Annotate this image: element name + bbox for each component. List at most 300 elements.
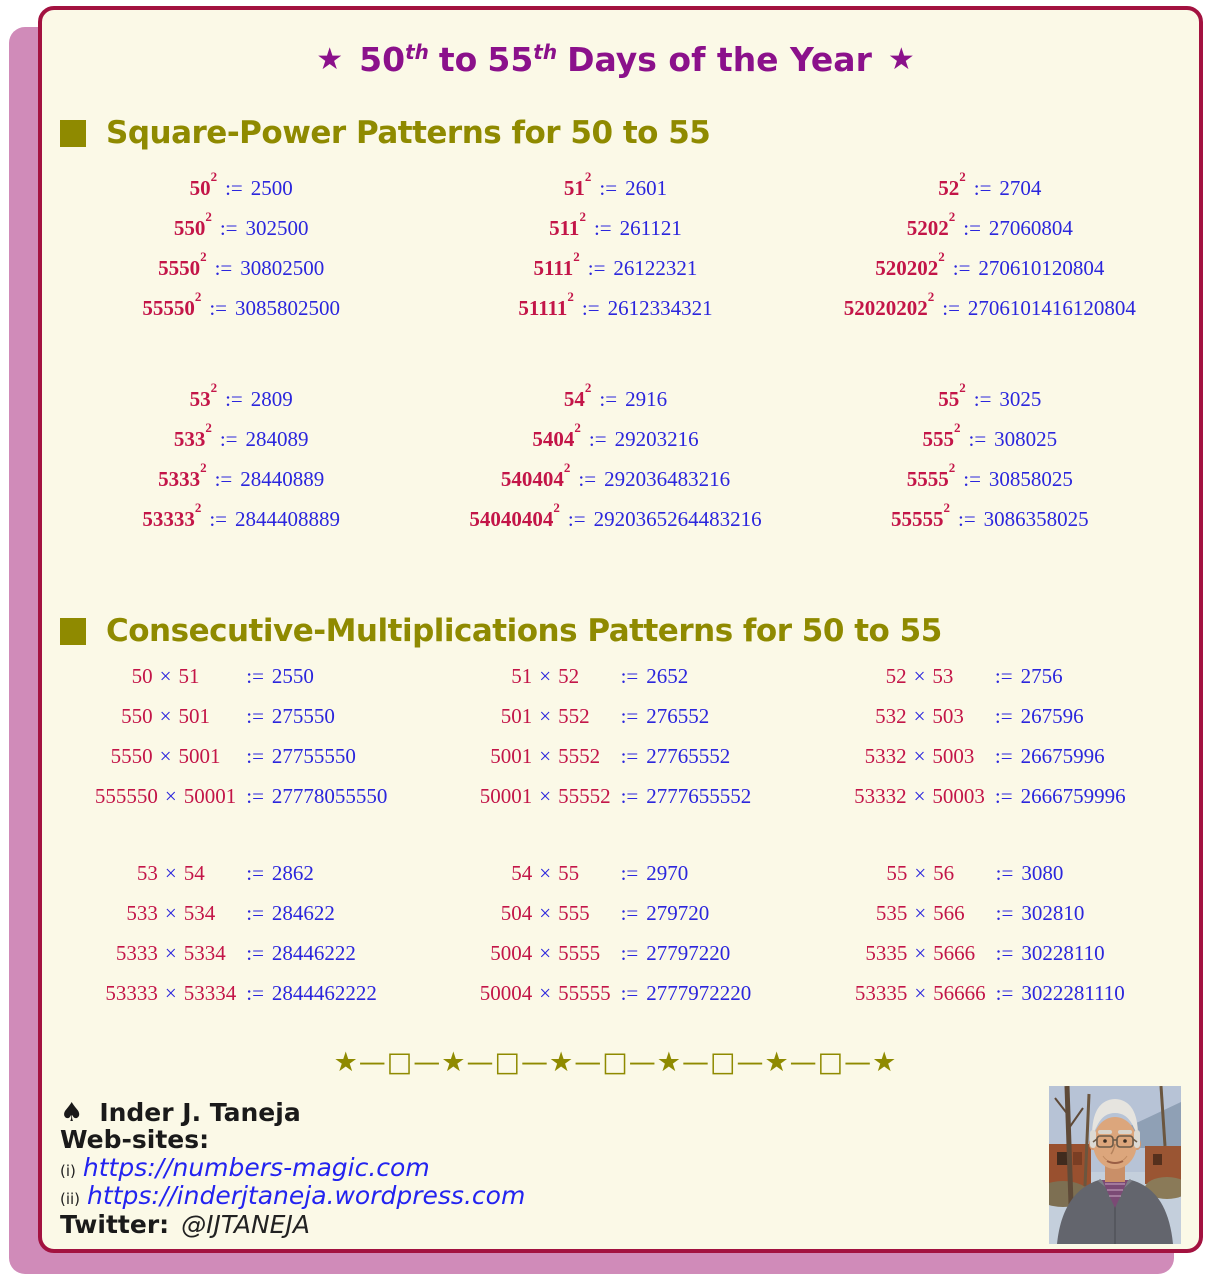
twitter-handle: @IJTANEJA — [181, 1209, 310, 1239]
equation-lhs — [511, 862, 579, 885]
assign-operator: := — [246, 901, 264, 925]
result-value: 27755550 — [271, 744, 356, 768]
equation-lhs — [105, 982, 236, 1005]
times-icon: × — [164, 901, 177, 925]
assign-operator: := — [968, 427, 987, 451]
result-value: 2706101416120804 — [967, 296, 1136, 320]
equation-lhs — [132, 665, 200, 688]
factor: 55552 — [558, 784, 611, 808]
result-value: 2500 — [250, 176, 293, 200]
twitter-line — [60, 1211, 1177, 1240]
square-bullet-icon — [60, 618, 86, 645]
title-ordinal: th — [405, 40, 429, 64]
factor: 55 — [558, 861, 580, 885]
factor: 54 — [183, 861, 205, 885]
factor: 56 — [933, 861, 955, 885]
equation-rhs — [996, 942, 1105, 965]
result-value: 2844408889 — [235, 507, 340, 531]
exponent: 2 — [584, 380, 592, 395]
multiplications-block-1 — [54, 665, 1177, 808]
equation-table — [890, 380, 1089, 531]
base-number: 555 — [922, 427, 954, 451]
equation-rhs — [246, 982, 377, 1005]
result-value: 27060804 — [988, 216, 1073, 240]
result-value: 2704 — [999, 176, 1042, 200]
factor: 5666 — [933, 941, 976, 965]
result-value: 27778055550 — [271, 784, 388, 808]
assign-operator: := — [963, 216, 981, 240]
result-value: 275550 — [271, 704, 335, 728]
equation-rhs — [621, 942, 731, 965]
assign-operator: := — [246, 981, 264, 1005]
assign-operator: := — [994, 704, 1013, 728]
website-link[interactable]: https://inderjtaneja.wordpress.com — [87, 1181, 526, 1211]
exponent: 2 — [563, 460, 571, 475]
times-icon: × — [539, 901, 552, 925]
result-value: 2666759996 — [1020, 784, 1126, 808]
result-value: 26675996 — [1020, 744, 1105, 768]
base-number: 5550 — [158, 256, 201, 280]
factor: 51 — [511, 664, 533, 688]
equation-column — [428, 665, 802, 808]
exponent: 2 — [553, 500, 560, 515]
times-icon: × — [539, 744, 552, 768]
factor: 5333 — [115, 941, 158, 965]
assign-operator: := — [963, 467, 981, 491]
result-value: 3022281110 — [1021, 981, 1125, 1005]
base-number: 55550 — [142, 296, 195, 320]
assign-operator: := — [957, 507, 976, 531]
times-icon: × — [914, 861, 927, 885]
assign-operator: := — [214, 256, 233, 280]
equation-rhs — [621, 665, 689, 688]
equation-lhs — [875, 705, 964, 728]
link-marker: (ii) — [60, 1190, 81, 1209]
assign-operator: := — [994, 744, 1013, 768]
base-number: 55 — [938, 387, 960, 411]
base-number: 550 — [173, 216, 206, 240]
factor: 53 — [932, 664, 954, 688]
equation-rhs — [246, 942, 356, 965]
result-value: 302500 — [245, 216, 309, 240]
base-number: 53333 — [142, 507, 195, 531]
result-value: 30228110 — [1021, 941, 1105, 965]
exponent: 2 — [943, 500, 950, 515]
factor: 5334 — [183, 941, 226, 965]
equation-rhs — [621, 982, 752, 1005]
equation-table — [142, 169, 340, 320]
assign-operator: := — [578, 467, 597, 491]
equation-column — [54, 862, 428, 1005]
square-equation — [469, 460, 761, 491]
square-equation — [518, 249, 712, 280]
equation-rhs — [996, 862, 1064, 885]
equation-rhs — [246, 745, 356, 768]
factor: 5550 — [110, 744, 153, 768]
link-marker: (i) — [60, 1161, 76, 1180]
factor: 533 — [126, 901, 158, 925]
assign-operator: := — [599, 176, 618, 200]
factor: 501 — [178, 704, 210, 728]
factor: 50001 — [479, 784, 533, 808]
times-icon: × — [914, 981, 927, 1005]
base-number: 533 — [173, 427, 206, 451]
square-equation — [844, 209, 1136, 240]
exponent: 2 — [948, 460, 956, 475]
exponent: 2 — [205, 209, 212, 224]
factor: 5003 — [932, 744, 975, 768]
result-value: 279720 — [646, 901, 710, 925]
assign-operator: := — [593, 216, 612, 240]
square-equation — [142, 169, 340, 200]
factor: 50 — [131, 664, 153, 688]
assign-operator: := — [620, 744, 639, 768]
result-value: 284089 — [245, 427, 309, 451]
result-value: 308025 — [994, 427, 1058, 451]
equation-lhs — [111, 745, 221, 768]
equation-lhs — [137, 862, 205, 885]
factor: 50001 — [183, 784, 237, 808]
footer — [60, 1100, 1177, 1239]
equation-table — [105, 862, 377, 1005]
base-number: 511 — [549, 216, 580, 240]
factor: 534 — [183, 901, 216, 925]
website-link-item — [60, 1182, 1177, 1211]
title-number: 50 — [359, 40, 406, 79]
result-value: 276552 — [646, 704, 710, 728]
equation-column — [54, 665, 428, 808]
equation-rhs — [621, 785, 752, 808]
factor: 52 — [558, 664, 580, 688]
factor: 503 — [932, 704, 964, 728]
assign-operator: := — [973, 387, 992, 411]
times-icon: × — [164, 941, 177, 965]
times-icon: × — [159, 664, 172, 688]
author-name: Inder J. Taneja — [99, 1098, 301, 1127]
base-number: 52020202 — [843, 296, 928, 320]
assign-operator: := — [620, 664, 639, 688]
assign-operator: := — [620, 941, 639, 965]
base-number: 50 — [189, 176, 211, 200]
page-title — [54, 40, 1177, 79]
equation-column — [54, 380, 428, 531]
equation-lhs — [511, 665, 579, 688]
exponent: 2 — [948, 209, 956, 224]
times-icon: × — [539, 664, 552, 688]
result-value: 2844462222 — [271, 981, 377, 1005]
assign-operator: := — [995, 861, 1014, 885]
factor: 53335 — [854, 981, 908, 1005]
times-icon: × — [914, 941, 927, 965]
factor: 53332 — [854, 784, 907, 808]
section-heading-squares — [60, 115, 1177, 151]
result-value: 30858025 — [988, 467, 1073, 491]
equation-lhs — [886, 665, 954, 688]
equation-column — [803, 862, 1177, 1005]
equation-lhs — [501, 902, 590, 925]
spade-icon: ♠ — [60, 1098, 84, 1129]
times-icon: × — [914, 901, 927, 925]
square-equation — [142, 500, 340, 531]
equation-lhs — [480, 982, 611, 1005]
equation-rhs — [246, 785, 387, 808]
equation-rhs — [246, 902, 335, 925]
factor: 55 — [886, 861, 908, 885]
equation-table — [843, 169, 1136, 320]
assign-operator: := — [620, 861, 639, 885]
factor: 552 — [558, 704, 590, 728]
factor: 53333 — [105, 981, 158, 1005]
star-icon: ★ — [316, 42, 344, 77]
equation-lhs — [854, 785, 985, 808]
times-icon: × — [164, 784, 177, 808]
exponent: 2 — [200, 460, 207, 475]
title-number: 55 — [487, 40, 534, 79]
result-value: 302810 — [1021, 901, 1085, 925]
equation-column — [803, 380, 1177, 531]
factor: 555 — [558, 901, 590, 925]
exponent: 2 — [200, 249, 207, 264]
times-icon: × — [913, 704, 926, 728]
websites-label: Web-sites: — [60, 1125, 210, 1155]
times-icon: × — [539, 981, 552, 1005]
equation-lhs — [501, 705, 590, 728]
assign-operator: := — [246, 941, 264, 965]
base-number: 51 — [563, 176, 585, 200]
base-number: 5333 — [158, 467, 201, 491]
square-equation — [142, 380, 340, 411]
factor: 5001 — [490, 744, 533, 768]
factor: 50004 — [479, 981, 533, 1005]
base-number: 5404 — [532, 427, 575, 451]
exponent: 2 — [574, 420, 581, 435]
equation-rhs — [996, 982, 1125, 1005]
equation-column — [803, 665, 1177, 808]
base-number: 55555 — [890, 507, 944, 531]
factor: 54 — [511, 861, 533, 885]
times-icon: × — [913, 664, 926, 688]
result-value: 2756 — [1020, 664, 1063, 688]
equation-lhs — [865, 942, 975, 965]
exponent: 2 — [959, 169, 966, 184]
assign-operator: := — [219, 216, 238, 240]
assign-operator: := — [225, 176, 243, 200]
exponent: 2 — [210, 169, 218, 184]
result-value: 292036483216 — [604, 467, 731, 491]
base-number: 52 — [938, 176, 960, 200]
star-icon: ★ — [887, 42, 915, 77]
factor: 5552 — [558, 744, 601, 768]
times-icon: × — [159, 744, 172, 768]
factor: 55555 — [558, 981, 611, 1005]
assign-operator: := — [246, 784, 264, 808]
equation-rhs — [246, 862, 314, 885]
equation-table — [95, 665, 388, 808]
square-equation — [891, 380, 1089, 411]
times-icon: × — [159, 704, 172, 728]
times-icon: × — [164, 861, 177, 885]
square-equation — [142, 249, 340, 280]
square-equation — [142, 289, 340, 320]
exponent: 2 — [573, 249, 580, 264]
factor: 555550 — [94, 784, 158, 808]
factor: 501 — [500, 704, 533, 728]
square-equation — [469, 380, 761, 411]
content-panel — [38, 6, 1203, 1253]
exponent: 2 — [584, 169, 592, 184]
result-value: 28446222 — [271, 941, 356, 965]
equation-rhs — [621, 705, 710, 728]
square-equation — [469, 420, 761, 451]
assign-operator: := — [994, 664, 1013, 688]
squares-block-1 — [54, 169, 1177, 320]
times-icon: × — [539, 861, 552, 885]
assign-operator: := — [995, 901, 1014, 925]
base-number: 5111 — [533, 256, 574, 280]
result-value: 284622 — [271, 901, 335, 925]
equation-rhs — [246, 665, 314, 688]
square-equation — [844, 249, 1136, 280]
equation-lhs — [490, 942, 600, 965]
square-equation — [891, 420, 1089, 451]
assign-operator: := — [587, 256, 606, 280]
equation-column — [428, 169, 802, 320]
factor: 5555 — [558, 941, 601, 965]
result-value: 2550 — [271, 664, 314, 688]
times-icon: × — [913, 784, 926, 808]
section-heading-multiplications — [60, 613, 1177, 649]
square-equation — [891, 460, 1089, 491]
result-value: 2777972220 — [646, 981, 752, 1005]
times-icon: × — [539, 784, 552, 808]
exponent: 2 — [210, 380, 218, 395]
result-value: 27765552 — [646, 744, 731, 768]
result-value: 2920365264483216 — [593, 507, 762, 531]
assign-operator: := — [599, 387, 618, 411]
equation-lhs — [95, 785, 236, 808]
exponent: 2 — [194, 500, 202, 515]
equation-rhs — [996, 902, 1085, 925]
equation-lhs — [116, 942, 226, 965]
assign-operator: := — [620, 704, 639, 728]
website-link-item — [60, 1154, 1177, 1183]
equation-rhs — [995, 705, 1084, 728]
assign-operator: := — [620, 784, 639, 808]
result-value: 3025 — [999, 387, 1042, 411]
base-number: 5202 — [906, 216, 949, 240]
factor: 56666 — [933, 981, 986, 1005]
square-equation — [518, 169, 712, 200]
factor: 5001 — [178, 744, 221, 768]
star-square-divider: ★—□—★—□—★—□—★—□—★—□—★ — [333, 1047, 898, 1078]
factor: 5335 — [865, 941, 908, 965]
equation-column — [428, 380, 802, 531]
base-number: 5555 — [906, 467, 949, 491]
times-icon: × — [913, 744, 926, 768]
assign-operator: := — [246, 861, 264, 885]
assign-operator: := — [942, 296, 960, 320]
equation-table — [854, 665, 1126, 808]
title-text: Days of the Year — [567, 40, 872, 79]
base-number: 53 — [189, 387, 211, 411]
exponent: 2 — [194, 289, 202, 304]
result-value: 261121 — [619, 216, 682, 240]
result-value: 267596 — [1020, 704, 1084, 728]
equation-table — [855, 862, 1125, 1005]
result-value: 2777655552 — [646, 784, 752, 808]
times-icon: × — [539, 941, 552, 965]
equation-lhs — [480, 785, 611, 808]
base-number: 51111 — [518, 296, 568, 320]
website-link[interactable]: https://numbers-magic.com — [82, 1152, 430, 1182]
result-value: 28440889 — [240, 467, 325, 491]
assign-operator: := — [209, 296, 227, 320]
equation-table — [469, 380, 762, 531]
equation-lhs — [865, 745, 975, 768]
equation-rhs — [621, 862, 689, 885]
factor: 53334 — [183, 981, 237, 1005]
result-value: 2862 — [271, 861, 314, 885]
equation-table — [480, 862, 752, 1005]
times-icon: × — [539, 704, 552, 728]
base-number: 54 — [563, 387, 585, 411]
equation-column — [803, 169, 1177, 320]
equation-table — [518, 169, 713, 320]
result-value: 27797220 — [646, 941, 731, 965]
assign-operator: := — [246, 704, 264, 728]
result-value: 2970 — [646, 861, 689, 885]
result-value: 2652 — [646, 664, 689, 688]
result-value: 3085802500 — [235, 296, 340, 320]
exponent: 2 — [927, 289, 935, 304]
section-title: Consecutive-Multiplications Patterns for 50 to 55 — [106, 613, 942, 649]
result-value: 3080 — [1021, 861, 1064, 885]
exponent: 2 — [938, 249, 945, 264]
square-equation — [469, 500, 762, 531]
title-ordinal: th — [533, 40, 558, 64]
factor: 535 — [875, 901, 908, 925]
equation-lhs — [886, 862, 954, 885]
exponent: 2 — [205, 420, 212, 435]
multiplications-block-2 — [54, 862, 1177, 1005]
factor: 52 — [885, 664, 907, 688]
result-value: 30802500 — [240, 256, 325, 280]
result-value: 26122321 — [613, 256, 698, 280]
equation-rhs — [995, 745, 1105, 768]
square-equation — [890, 500, 1089, 531]
equation-lhs — [121, 705, 210, 728]
assign-operator: := — [994, 784, 1013, 808]
equation-table — [480, 665, 752, 808]
assign-operator: := — [995, 941, 1014, 965]
section-title: Square-Power Patterns for 50 to 55 — [106, 115, 711, 151]
factor: 532 — [875, 704, 907, 728]
assign-operator: := — [995, 981, 1014, 1005]
result-value: 2612334321 — [607, 296, 713, 320]
times-icon: × — [164, 981, 177, 1005]
assign-operator: := — [214, 467, 233, 491]
assign-operator: := — [620, 901, 639, 925]
author-photo-image — [1049, 1086, 1181, 1244]
exponent: 2 — [953, 420, 961, 435]
factor: 504 — [500, 901, 533, 925]
equation-column — [428, 862, 802, 1005]
square-equation — [843, 289, 1136, 320]
square-equation — [518, 209, 712, 240]
result-value: 3086358025 — [983, 507, 1089, 531]
square-equation — [844, 169, 1136, 200]
factor: 51 — [178, 664, 200, 688]
